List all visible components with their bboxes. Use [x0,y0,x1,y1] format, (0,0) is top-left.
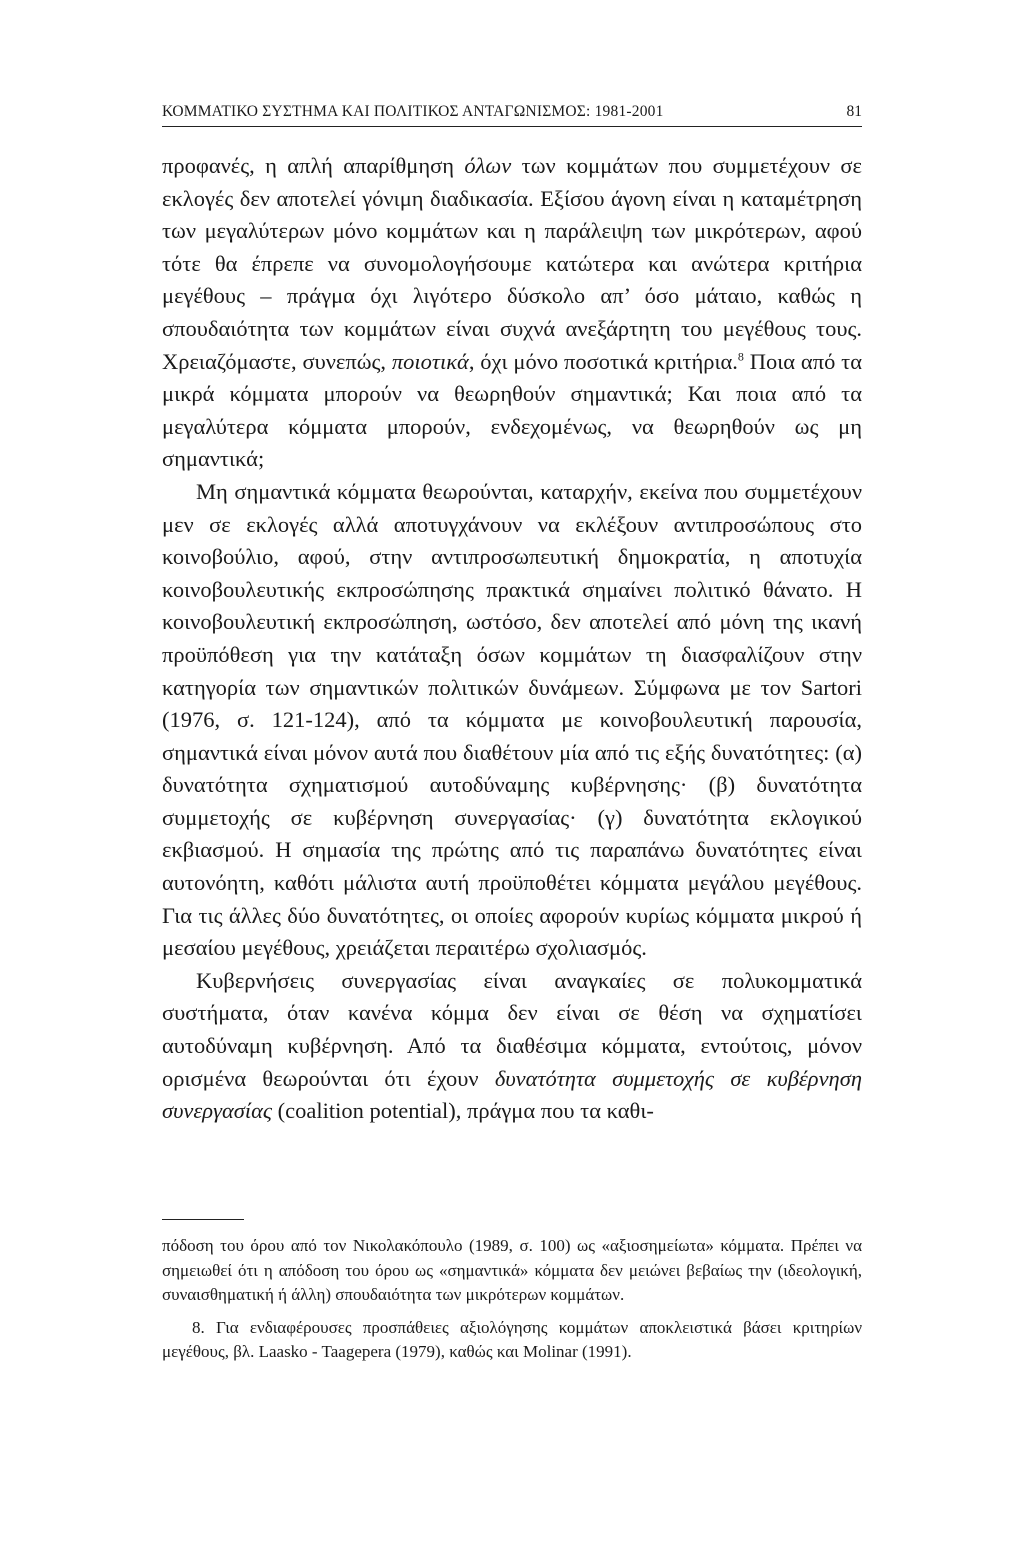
footnotes [162,1234,862,1365]
paragraph-1-text-b: των κομμάτων που συμμετέχουν σε εκλογές δεν αποτελεί γόνιμη διαδικασία. Εξίσου άγονη είναι η καταμέτρηση των μεγαλύτερων μόνο κομμάτων και η παράλειψη των μικρότερων, αφού τότε θα έπρεπε να συνομολογήσουμε κατώτερα και ανώτερα κριτήρια μεγέθους – πράγμα όχι λιγότερο δύσκολο απ’ όσο μάταιο, καθώς η σπουδαιότητα των κομμάτων είναι συχνά ανεξάρτητη του μεγέθους τους. Χρειαζόμαστε, συνεπώς, [162,153,862,374]
paragraph-3-text-a: Κυβερνήσεις συνεργασίας είναι αναγκαίες σε πολυκομματικά συστήματα, όταν κανένα κόμμα δεν είναι σε θέση να σχηματίσει αυτοδύναμη κυβέρνηση. Από τα διαθέσιμα κόμματα, εντούτοις, μόνον ορισμένα θεωρούνται ότι έχουν [162,967,862,1091]
paragraph-1-italic-b: ποιοτικά [391,348,469,374]
paragraph-1 [162,150,862,476]
paragraph-1-text-a: προφανές, η απλή απαρίθμηση [162,153,465,178]
main-text [162,150,862,1128]
running-title: ΚΟΜΜΑΤΙΚΟ ΣΥΣΤΗΜΑ ΚΑΙ ΠΟΛΙΤΙΚΟΣ ΑΝΤΑΓΩΝΙΣΜΟΣ: 1981-2001 [162,103,664,120]
paragraph-3 [162,965,862,1128]
paragraph-1-text-c: , όχι μόνο ποσοτικά κριτήρια. [468,348,738,374]
running-head [162,100,862,127]
footnote-separator [162,1219,244,1220]
paragraph-2: Μη σημαντικά κόμματα θεωρούνται, καταρχήν, εκείνα που συμμετέχουν μεν σε εκλογές αλλά αποτυγχάνουν να εκλέξουν αντιπροσώπους στο κοινοβούλιο, αφού, στην αντιπροσωπευτική δημοκρατία, η αποτυχία κοινοβουλευτικής εκπροσώπησης πρακτικά σημαίνει πολιτικό θάνατο. Η κοινοβουλευτική εκπροσώπηση, ωστόσο, δεν αποτελεί από μόνη της ικανή προϋπόθεση για την κατάταξη όσων κομμάτων τη διασφαλίζουν στην κατηγορία των σημαντικών πολιτικών δυνάμεων. Σύμφωνα με τον Sartori (1976, σ. 121-124), από τα κόμματα με κοινοβουλευτική παρουσία, σημαντικά είναι μόνον αυτά που διαθέτουν μία από τις εξής δυνατότητες: (α) δυνατότητα σχηματισμού αυτοδύναμης κυβέρνησης· (β) δυνατότητα συμμετοχής σε κυβέρνηση συνεργασίας· (γ) δυνατότητα εκλογικού εκβιασμού. Η σημασία της πρώτης από τις παραπάνω δυνατότητες είναι αυτονόητη, καθότι μάλιστα αυτή προϋποθέτει κόμματα μεγάλου μεγέθους. Για τις άλλες δύο δυνατότητες, οι οποίες αφορούν κυρίως κόμματα μικρού ή μεσαίου μεγέθους, χρειάζεται περαιτέρω σχολιασμός. [162,478,862,961]
paragraph-1-text-d: Ποια από τα μικρά κόμματα μπορούν να θεωρηθούν σημαντικά; Και ποια από τα μεγαλύτερα κόμματα μπορούν, ενδεχομένως, να θεωρηθούν ως μη σημαντικά; [162,348,862,472]
footnote-reference-8[interactable]: 8 [737,349,744,364]
paragraph-1-italic-a: όλων [464,153,512,178]
page-number: 81 [846,103,862,120]
paragraph-3-text-b: (coalition potential), πράγμα που τα καθι- [272,1098,654,1124]
footnote-continued: πόδοση του όρου από τον Νικολακόπουλο (1989, σ. 100) ως «αξιοσημείωτα» κόμματα. Πρέπει να σημειωθεί ότι η απόδοση του όρου ως «σημαντικά» κόμματα δεν μειώνει βεβαίως την (ιδεολογική, συναισθηματική ή άλλη) σπουδαιότητα των μικρότερων κομμάτων. [162,1236,862,1304]
paragraph-3-italic: δυνατότητα συμμετοχής σε κυβέρνηση συνεργασίας [162,1065,862,1124]
footnote-8: 8. Για ενδιαφέρουσες προσπάθειες αξιολόγησης κομμάτων αποκλειστικά βάσει κριτηρίων μεγέθους, βλ. Laasko - Taagepera (1979), καθώς και Molinar (1991). [162,1317,862,1361]
